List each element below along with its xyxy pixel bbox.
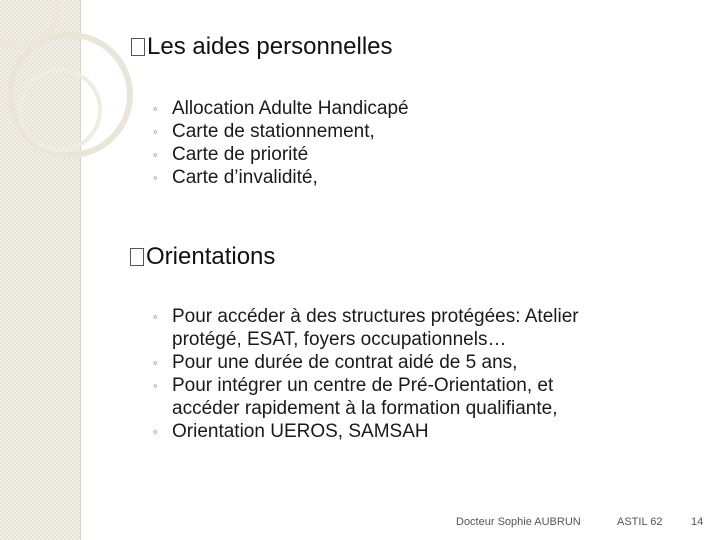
orientations-list-item-text: Pour accéder à des structures protégées: Atelier bbox=[172, 306, 579, 327]
orientations-list-item-text: Pour une durée de contrat aidé de 5 ans, bbox=[172, 352, 518, 373]
aides-list-item bbox=[148, 166, 409, 189]
aides-list-item bbox=[148, 143, 409, 166]
bullet-icon: ◦ bbox=[153, 378, 158, 393]
footer-page-number: 14 bbox=[691, 516, 704, 528]
orientations-list-item-text: accéder rapidement à la formation qualifiante, bbox=[172, 398, 558, 419]
section-heading-aides bbox=[131, 33, 393, 61]
orientations-list-item-text: Pour intégrer un centre de Pré-Orientation, et bbox=[172, 375, 554, 396]
aides-list-item-text: Carte de priorité bbox=[172, 144, 309, 165]
aides-list-item bbox=[148, 120, 409, 143]
aides-list-item-text: Allocation Adulte Handicapé bbox=[172, 98, 409, 119]
orientations-list-item bbox=[148, 374, 579, 420]
orientations-list bbox=[148, 305, 579, 443]
aides-list-item-text: Carte de stationnement, bbox=[172, 121, 375, 142]
bullet-icon: ◦ bbox=[153, 124, 158, 139]
footer-org: ASTIL 62 bbox=[617, 516, 663, 528]
aides-list-item-text: Carte d’invalidité, bbox=[172, 167, 318, 188]
bullet-icon: ◦ bbox=[153, 424, 158, 439]
aides-list-item bbox=[148, 97, 409, 120]
orientations-list-item-text: protégé, ESAT, foyers occupationnels… bbox=[172, 329, 507, 350]
section-heading-aides-text: Les aides personnelles bbox=[147, 33, 393, 60]
section-heading-orientations bbox=[130, 243, 275, 271]
section-heading-orientations-text: Orientations bbox=[146, 243, 276, 270]
orientations-list-item bbox=[148, 305, 579, 351]
bullet-icon: ◦ bbox=[153, 355, 158, 370]
missing-glyph-icon bbox=[131, 38, 145, 56]
bullet-icon: ◦ bbox=[153, 101, 158, 116]
aides-list bbox=[148, 97, 409, 189]
bullet-icon: ◦ bbox=[153, 309, 158, 324]
orientations-list-item bbox=[148, 351, 579, 374]
footer-author: Docteur Sophie AUBRUN bbox=[456, 516, 581, 528]
bullet-icon: ◦ bbox=[153, 147, 158, 162]
missing-glyph-icon bbox=[130, 248, 144, 266]
orientations-list-item-text: Orientation UEROS, SAMSAH bbox=[172, 421, 429, 442]
orientations-list-item bbox=[148, 420, 579, 443]
bullet-icon: ◦ bbox=[153, 170, 158, 185]
deco-circle-small bbox=[20, 70, 100, 150]
